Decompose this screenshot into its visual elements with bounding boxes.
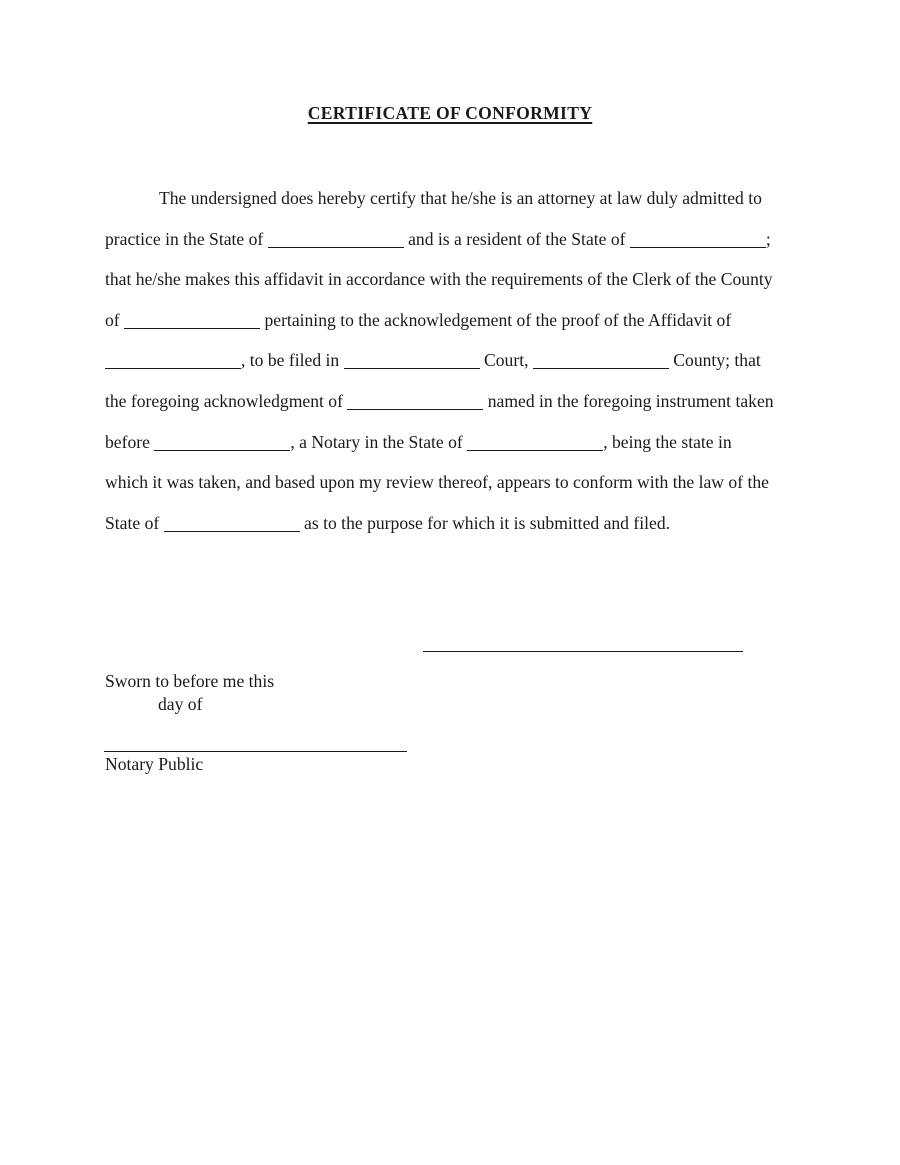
paragraph-text: The undersigned does hereby certify that he/she is an attorney at law duly admitted to xyxy=(159,188,762,208)
document-title: CERTIFICATE OF CONFORMITY xyxy=(307,103,593,123)
paragraph-text: pertaining to the acknowledgement of the proof of the Affidavit of xyxy=(260,309,732,330)
notary-public-label: Notary Public xyxy=(105,754,204,774)
blank-acknowledged-name xyxy=(347,395,483,410)
paragraph-text: named in the foregoing instrument taken xyxy=(483,390,774,411)
jurat-line-day-of: day of xyxy=(158,694,203,714)
certification-paragraph xyxy=(105,178,805,543)
paragraph-text: the foregoing acknowledgment of xyxy=(105,390,348,411)
blank-notary-state xyxy=(467,436,603,451)
paragraph-line xyxy=(105,178,805,219)
attorney-signature-line xyxy=(423,651,743,652)
paragraph-text: of xyxy=(105,309,125,330)
paragraph-text: and is a resident of the State of xyxy=(403,228,630,249)
paragraph-text: ; xyxy=(765,228,771,249)
paragraph-text: Court, xyxy=(479,350,533,371)
blank-resident-state xyxy=(630,233,766,248)
notary-signature-line xyxy=(104,751,407,752)
paragraph-line xyxy=(105,462,805,503)
blank-county xyxy=(124,314,260,329)
paragraph-line xyxy=(105,259,805,300)
paragraph-line xyxy=(105,340,805,381)
blank-notary-name xyxy=(154,436,290,451)
paragraph-text: County; that xyxy=(668,350,761,371)
blank-court-county xyxy=(533,354,669,369)
paragraph-text: practice in the State of xyxy=(105,228,268,249)
paragraph-text: as to the purpose for which it is submitted and filed. xyxy=(299,512,671,533)
paragraph-text: which it was taken, and based upon my review thereof, appears to conform with the law of the xyxy=(105,472,769,493)
blank-conform-state xyxy=(164,517,300,532)
jurat-line-sworn: Sworn to before me this xyxy=(105,671,275,691)
blank-affiant-name xyxy=(105,354,241,369)
paragraph-line xyxy=(105,503,805,544)
paragraph-line xyxy=(105,422,805,463)
blank-admitted-state xyxy=(268,233,404,248)
paragraph-line xyxy=(105,219,805,260)
blank-court-name xyxy=(344,354,480,369)
paragraph-line xyxy=(105,300,805,341)
paragraph-text: , a Notary in the State of xyxy=(290,431,468,452)
paragraph-text: that he/she makes this affidavit in accordance with the requirements of the Clerk of the County xyxy=(105,269,773,290)
jurat-block xyxy=(105,670,274,716)
paragraph-text: State of xyxy=(105,512,164,533)
paragraph-text: before xyxy=(105,431,155,452)
paragraph-text: , being the state in xyxy=(603,431,732,452)
paragraph-text: , to be filed in xyxy=(241,350,344,371)
paragraph-line xyxy=(105,381,805,422)
